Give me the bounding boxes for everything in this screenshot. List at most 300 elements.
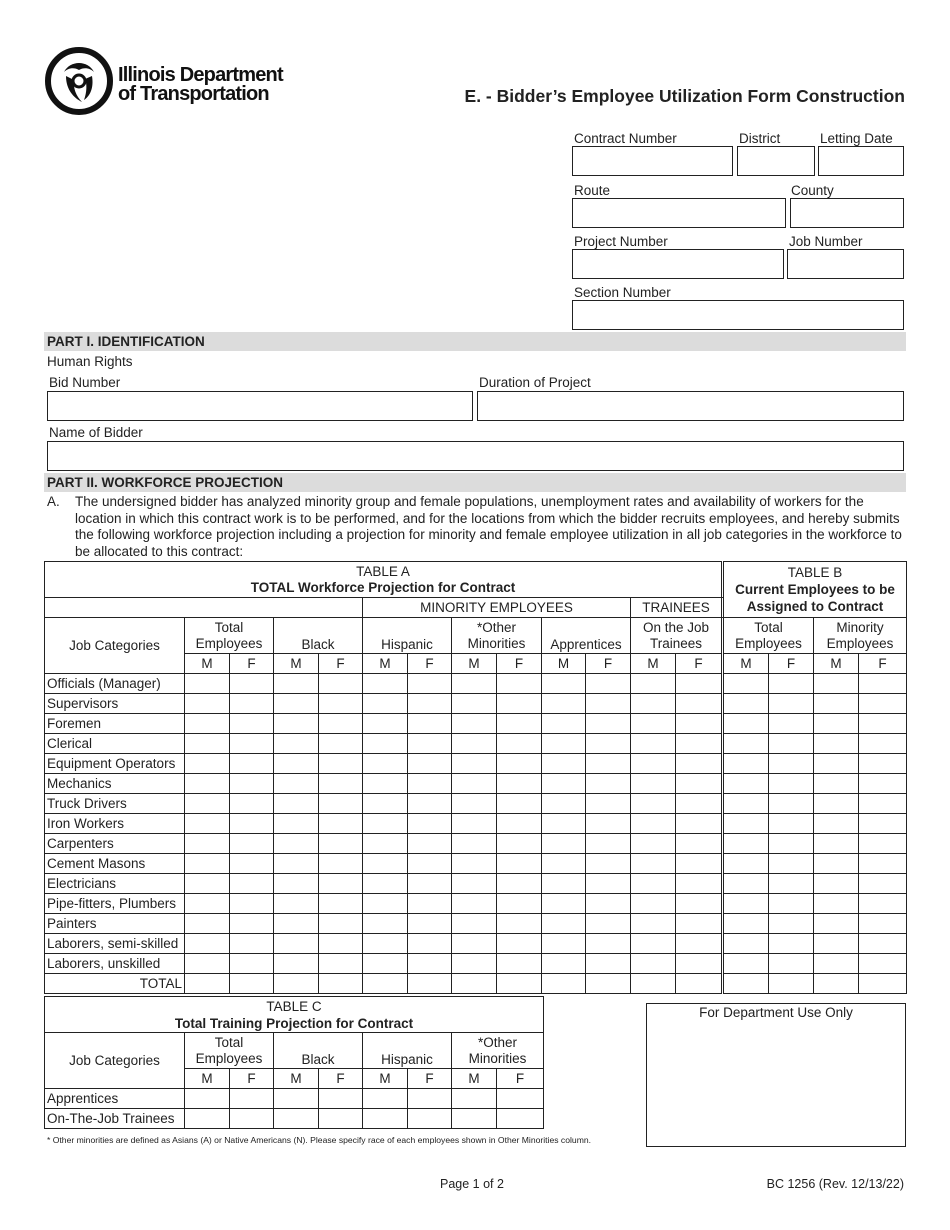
input-cell[interactable] (319, 674, 363, 694)
input-cell[interactable] (631, 914, 676, 934)
input-cell[interactable] (769, 874, 814, 894)
input-cell[interactable] (230, 734, 274, 754)
input-cell[interactable] (542, 794, 586, 814)
input-cell[interactable] (408, 694, 452, 714)
input-cell[interactable] (230, 1109, 274, 1129)
input-cell[interactable] (408, 854, 452, 874)
input-cell[interactable] (497, 834, 542, 854)
input-cell[interactable] (185, 1089, 230, 1109)
input-cell[interactable] (586, 774, 631, 794)
input-cell[interactable] (542, 694, 586, 714)
input-cell[interactable] (274, 814, 319, 834)
input-cell[interactable] (274, 1109, 319, 1129)
input-cell[interactable] (408, 754, 452, 774)
input-cell[interactable] (363, 834, 408, 854)
input-cell[interactable] (274, 734, 319, 754)
input-cell[interactable] (859, 694, 907, 714)
table-row (45, 1109, 544, 1129)
input-cell[interactable] (319, 754, 363, 774)
table-row (45, 894, 722, 914)
input-cell[interactable] (859, 854, 907, 874)
input-cell[interactable] (274, 934, 319, 954)
table-row (45, 674, 722, 694)
input-cell[interactable] (185, 854, 230, 874)
input-cell[interactable] (363, 774, 408, 794)
input-cell[interactable] (363, 714, 408, 734)
input-cell[interactable] (274, 794, 319, 814)
input-cell[interactable] (586, 974, 631, 994)
input-cell[interactable] (859, 714, 907, 734)
input-cell[interactable] (724, 894, 769, 914)
input-cell[interactable] (814, 694, 859, 714)
input-cell[interactable] (631, 934, 676, 954)
input-cell[interactable] (452, 874, 497, 894)
input-cell[interactable] (497, 974, 542, 994)
input-cell[interactable] (769, 674, 814, 694)
table-row (45, 694, 722, 714)
input-cell[interactable] (230, 714, 274, 734)
input-cell[interactable] (859, 894, 907, 914)
input-cell[interactable] (724, 974, 769, 994)
input-cell[interactable] (230, 694, 274, 714)
input-cell[interactable] (676, 874, 722, 894)
input-cell[interactable] (814, 774, 859, 794)
org-name-line1: Illinois Department (118, 64, 283, 86)
input-cell[interactable] (542, 754, 586, 774)
input-cell[interactable] (542, 774, 586, 794)
county-field[interactable] (790, 198, 904, 228)
input-cell[interactable] (452, 934, 497, 954)
input-cell[interactable] (814, 894, 859, 914)
input-cell[interactable] (452, 954, 497, 974)
org-name-line2: of Transportation (118, 83, 269, 105)
name-of-bidder-field[interactable] (47, 441, 904, 471)
input-cell[interactable] (363, 1089, 408, 1109)
input-cell[interactable] (230, 834, 274, 854)
input-cell[interactable] (497, 814, 542, 834)
table-c-col-job: Job Categories (45, 1033, 185, 1089)
input-cell[interactable] (230, 954, 274, 974)
input-cell[interactable] (724, 914, 769, 934)
input-cell[interactable] (631, 714, 676, 734)
input-cell[interactable] (859, 774, 907, 794)
input-cell[interactable] (497, 674, 542, 694)
input-cell[interactable] (676, 854, 722, 874)
input-cell[interactable] (274, 1089, 319, 1109)
input-cell[interactable] (724, 854, 769, 874)
input-cell[interactable] (859, 814, 907, 834)
input-cell[interactable] (542, 834, 586, 854)
input-cell[interactable] (497, 914, 542, 934)
input-cell[interactable] (497, 1109, 544, 1129)
input-cell[interactable] (230, 854, 274, 874)
input-cell[interactable] (631, 954, 676, 974)
input-cell[interactable] (185, 934, 230, 954)
input-cell[interactable] (452, 1109, 497, 1129)
input-cell[interactable] (859, 674, 907, 694)
input-cell[interactable] (408, 774, 452, 794)
input-cell[interactable] (363, 754, 408, 774)
input-cell[interactable] (185, 834, 230, 854)
input-cell[interactable] (319, 1109, 363, 1129)
input-cell[interactable] (452, 814, 497, 834)
input-cell[interactable] (363, 734, 408, 754)
input-cell[interactable] (497, 894, 542, 914)
table-row (724, 834, 907, 854)
input-cell[interactable] (814, 714, 859, 734)
job-number-label: Job Number (789, 234, 863, 249)
input-cell[interactable] (408, 714, 452, 734)
input-cell[interactable] (542, 954, 586, 974)
input-cell[interactable] (676, 914, 722, 934)
input-cell[interactable] (724, 834, 769, 854)
input-cell[interactable] (586, 694, 631, 714)
input-cell[interactable] (230, 874, 274, 894)
input-cell[interactable] (631, 674, 676, 694)
input-cell[interactable] (363, 874, 408, 894)
input-cell[interactable] (724, 754, 769, 774)
input-cell[interactable] (274, 854, 319, 874)
input-cell[interactable] (724, 874, 769, 894)
input-cell[interactable] (185, 914, 230, 934)
input-cell[interactable] (497, 694, 542, 714)
input-cell[interactable] (319, 794, 363, 814)
input-cell[interactable] (676, 934, 722, 954)
input-cell[interactable] (676, 674, 722, 694)
input-cell[interactable] (814, 794, 859, 814)
input-cell[interactable] (724, 814, 769, 834)
input-cell[interactable] (408, 734, 452, 754)
input-cell[interactable] (676, 974, 722, 994)
input-cell[interactable] (814, 874, 859, 894)
input-cell[interactable] (676, 694, 722, 714)
input-cell[interactable] (185, 754, 230, 774)
input-cell[interactable] (542, 894, 586, 914)
input-cell[interactable] (859, 934, 907, 954)
input-cell[interactable] (452, 834, 497, 854)
input-cell[interactable] (408, 954, 452, 974)
input-cell[interactable] (542, 734, 586, 754)
input-cell[interactable] (676, 894, 722, 914)
input-cell[interactable] (586, 894, 631, 914)
input-cell[interactable] (676, 814, 722, 834)
input-cell[interactable] (631, 874, 676, 894)
input-cell[interactable] (586, 854, 631, 874)
input-cell[interactable] (631, 694, 676, 714)
input-cell[interactable] (363, 674, 408, 694)
input-cell[interactable] (274, 754, 319, 774)
input-cell[interactable] (408, 874, 452, 894)
input-cell[interactable] (497, 874, 542, 894)
input-cell[interactable] (859, 914, 907, 934)
input-cell[interactable] (814, 974, 859, 994)
input-cell[interactable] (185, 954, 230, 974)
input-cell[interactable] (724, 734, 769, 754)
input-cell[interactable] (769, 894, 814, 914)
input-cell[interactable] (814, 734, 859, 754)
input-cell[interactable] (497, 854, 542, 874)
table-c-col-hispanic: Hispanic (363, 1033, 452, 1069)
input-cell[interactable] (769, 854, 814, 874)
input-cell[interactable] (631, 854, 676, 874)
input-cell[interactable] (452, 774, 497, 794)
input-cell[interactable] (859, 754, 907, 774)
input-cell[interactable] (859, 974, 907, 994)
input-cell[interactable] (363, 794, 408, 814)
input-cell[interactable] (724, 934, 769, 954)
input-cell[interactable] (274, 914, 319, 934)
input-cell[interactable] (185, 734, 230, 754)
table-b-col-total: Total Employees (724, 618, 814, 654)
route-field[interactable] (572, 198, 786, 228)
input-cell[interactable] (185, 674, 230, 694)
project-number-field[interactable] (572, 249, 784, 279)
input-cell[interactable] (185, 714, 230, 734)
input-cell[interactable] (814, 914, 859, 934)
input-cell[interactable] (452, 734, 497, 754)
input-cell[interactable] (408, 794, 452, 814)
input-cell[interactable] (814, 754, 859, 774)
input-cell[interactable] (408, 914, 452, 934)
input-cell[interactable] (452, 854, 497, 874)
input-cell[interactable] (185, 874, 230, 894)
input-cell[interactable] (631, 794, 676, 814)
input-cell[interactable] (769, 834, 814, 854)
input-cell[interactable] (497, 1089, 544, 1109)
input-cell[interactable] (185, 814, 230, 834)
input-cell[interactable] (319, 834, 363, 854)
input-cell[interactable] (542, 814, 586, 834)
input-cell[interactable] (586, 754, 631, 774)
contract-number-field[interactable] (572, 146, 733, 176)
input-cell[interactable] (185, 1109, 230, 1129)
input-cell[interactable] (769, 914, 814, 934)
input-cell[interactable] (408, 674, 452, 694)
input-cell[interactable] (185, 894, 230, 914)
input-cell[interactable] (586, 674, 631, 694)
input-cell[interactable] (408, 934, 452, 954)
input-cell[interactable] (769, 694, 814, 714)
duration-field[interactable] (477, 391, 904, 421)
input-cell[interactable] (724, 774, 769, 794)
input-cell[interactable] (586, 874, 631, 894)
input-cell[interactable] (769, 774, 814, 794)
input-cell[interactable] (724, 714, 769, 734)
input-cell[interactable] (676, 734, 722, 754)
input-cell[interactable] (769, 734, 814, 754)
input-cell[interactable] (230, 814, 274, 834)
input-cell[interactable] (363, 694, 408, 714)
input-cell[interactable] (274, 894, 319, 914)
input-cell[interactable] (230, 974, 274, 994)
bid-number-field[interactable] (47, 391, 473, 421)
input-cell[interactable] (542, 874, 586, 894)
input-cell[interactable] (230, 934, 274, 954)
input-cell[interactable] (274, 694, 319, 714)
input-cell[interactable] (274, 834, 319, 854)
input-cell[interactable] (408, 1089, 452, 1109)
input-cell[interactable] (452, 674, 497, 694)
paragraph-letter: A. (47, 494, 60, 509)
department-use-box[interactable] (646, 1003, 906, 1147)
input-cell[interactable] (631, 774, 676, 794)
input-cell[interactable] (319, 934, 363, 954)
input-cell[interactable] (859, 874, 907, 894)
input-cell[interactable] (363, 894, 408, 914)
input-cell[interactable] (676, 954, 722, 974)
input-cell[interactable] (319, 974, 363, 994)
input-cell[interactable] (452, 754, 497, 774)
input-cell[interactable] (497, 794, 542, 814)
input-cell[interactable] (859, 834, 907, 854)
input-cell[interactable] (452, 794, 497, 814)
table-row (45, 754, 722, 774)
letting-date-field[interactable] (818, 146, 904, 176)
input-cell[interactable] (769, 794, 814, 814)
input-cell[interactable] (631, 834, 676, 854)
input-cell[interactable] (814, 834, 859, 854)
input-cell[interactable] (408, 814, 452, 834)
input-cell[interactable] (497, 734, 542, 754)
input-cell[interactable] (363, 934, 408, 954)
input-cell[interactable] (230, 1089, 274, 1109)
input-cell[interactable] (452, 914, 497, 934)
input-cell[interactable] (230, 894, 274, 914)
input-cell[interactable] (676, 754, 722, 774)
input-cell[interactable] (814, 814, 859, 834)
input-cell[interactable] (274, 714, 319, 734)
input-cell[interactable] (363, 1109, 408, 1129)
input-cell[interactable] (452, 1089, 497, 1109)
input-cell[interactable] (185, 694, 230, 714)
input-cell[interactable] (859, 954, 907, 974)
input-cell[interactable] (631, 814, 676, 834)
input-cell[interactable] (724, 694, 769, 714)
district-field[interactable] (737, 146, 815, 176)
input-cell[interactable] (319, 714, 363, 734)
input-cell[interactable] (676, 794, 722, 814)
input-cell[interactable] (814, 674, 859, 694)
col-total-employees: Total Employees (185, 618, 274, 654)
input-cell[interactable] (586, 954, 631, 974)
input-cell[interactable] (859, 734, 907, 754)
input-cell[interactable] (769, 754, 814, 774)
input-cell[interactable] (769, 954, 814, 974)
page-number: Page 1 of 2 (440, 1177, 504, 1191)
input-cell[interactable] (542, 974, 586, 994)
input-cell[interactable] (230, 774, 274, 794)
input-cell[interactable] (363, 914, 408, 934)
input-cell[interactable] (814, 854, 859, 874)
input-cell[interactable] (319, 694, 363, 714)
table-c-body (45, 1089, 544, 1129)
input-cell[interactable] (319, 914, 363, 934)
input-cell[interactable] (769, 714, 814, 734)
input-cell[interactable] (452, 694, 497, 714)
input-cell[interactable] (497, 954, 542, 974)
input-cell[interactable] (497, 774, 542, 794)
input-cell[interactable] (408, 894, 452, 914)
input-cell[interactable] (319, 814, 363, 834)
input-cell[interactable] (363, 974, 408, 994)
input-cell[interactable] (542, 854, 586, 874)
input-cell[interactable] (586, 934, 631, 954)
job-number-field[interactable] (787, 249, 904, 279)
input-cell[interactable] (230, 794, 274, 814)
input-cell[interactable] (452, 714, 497, 734)
input-cell[interactable] (274, 774, 319, 794)
input-cell[interactable] (542, 934, 586, 954)
input-cell[interactable] (319, 874, 363, 894)
input-cell[interactable] (363, 954, 408, 974)
input-cell[interactable] (586, 914, 631, 934)
input-cell[interactable] (230, 914, 274, 934)
input-cell[interactable] (631, 734, 676, 754)
input-cell[interactable] (185, 974, 230, 994)
input-cell[interactable] (274, 974, 319, 994)
input-cell[interactable] (814, 934, 859, 954)
input-cell[interactable] (185, 774, 230, 794)
input-cell[interactable] (724, 674, 769, 694)
input-cell[interactable] (631, 754, 676, 774)
input-cell[interactable] (452, 974, 497, 994)
input-cell[interactable] (631, 974, 676, 994)
input-cell[interactable] (274, 674, 319, 694)
input-cell[interactable] (319, 1089, 363, 1109)
input-cell[interactable] (769, 814, 814, 834)
input-cell[interactable] (631, 894, 676, 914)
input-cell[interactable] (408, 834, 452, 854)
input-cell[interactable] (497, 754, 542, 774)
input-cell[interactable] (724, 794, 769, 814)
input-cell[interactable] (274, 874, 319, 894)
input-cell[interactable] (724, 954, 769, 974)
input-cell[interactable] (586, 814, 631, 834)
input-cell[interactable] (542, 914, 586, 934)
input-cell[interactable] (319, 734, 363, 754)
input-cell[interactable] (408, 974, 452, 994)
input-cell[interactable] (319, 894, 363, 914)
input-cell[interactable] (542, 714, 586, 734)
input-cell[interactable] (319, 854, 363, 874)
input-cell[interactable] (497, 714, 542, 734)
input-cell[interactable] (586, 794, 631, 814)
input-cell[interactable] (676, 774, 722, 794)
input-cell[interactable] (542, 674, 586, 694)
input-cell[interactable] (230, 674, 274, 694)
input-cell[interactable] (274, 954, 319, 974)
input-cell[interactable] (676, 714, 722, 734)
input-cell[interactable] (363, 854, 408, 874)
input-cell[interactable] (586, 834, 631, 854)
input-cell[interactable] (586, 734, 631, 754)
input-cell[interactable] (497, 934, 542, 954)
input-cell[interactable] (319, 774, 363, 794)
input-cell[interactable] (185, 794, 230, 814)
input-cell[interactable] (319, 954, 363, 974)
input-cell[interactable] (363, 814, 408, 834)
input-cell[interactable] (230, 754, 274, 774)
section-number-field[interactable] (572, 300, 904, 330)
input-cell[interactable] (408, 1109, 452, 1129)
input-cell[interactable] (859, 794, 907, 814)
input-cell[interactable] (676, 834, 722, 854)
input-cell[interactable] (452, 894, 497, 914)
input-cell[interactable] (769, 974, 814, 994)
input-cell[interactable] (814, 954, 859, 974)
input-cell[interactable] (769, 934, 814, 954)
input-cell[interactable] (586, 714, 631, 734)
